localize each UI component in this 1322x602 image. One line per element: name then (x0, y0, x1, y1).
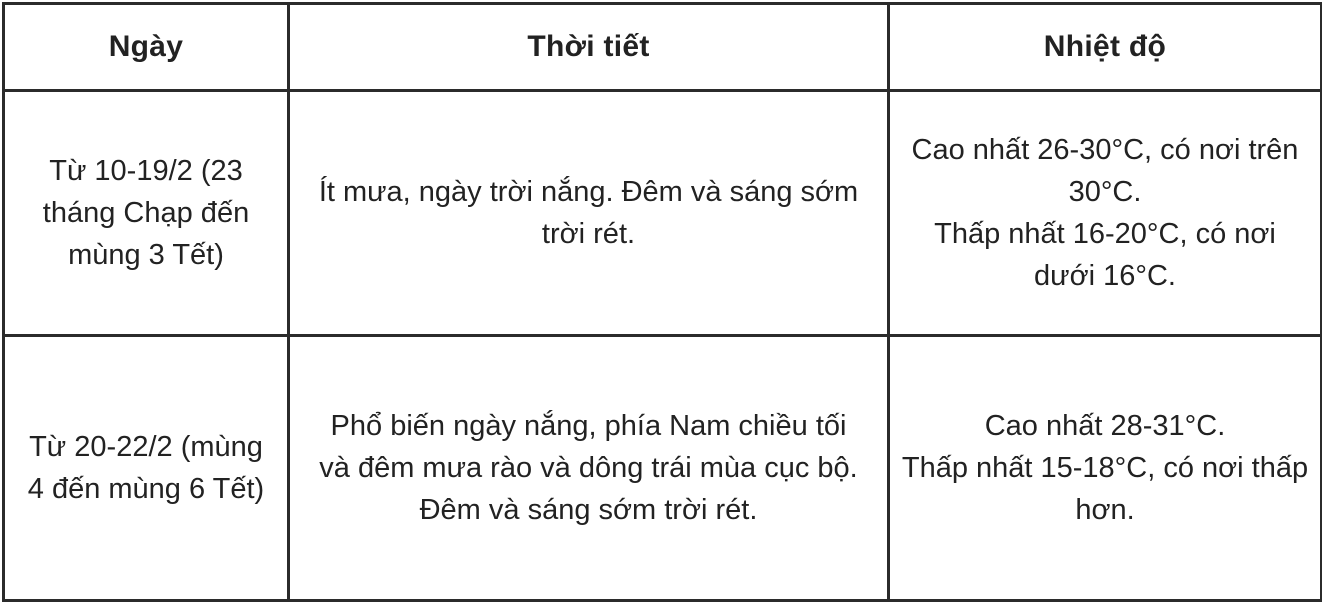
temperature-period-2-low: Thấp nhất 15-18°C, có nơi thấp hơn. (901, 451, 1309, 527)
weather-period-1-text: Ít mưa, ngày trời nắng. Đêm và sáng sớm trời rét. (318, 175, 859, 250)
day-period-2-text: Từ 20-22/2 (mùng 4 đến mùng 6 Tết) (27, 430, 265, 505)
column-header-temperature: Nhiệt độ (889, 4, 1322, 91)
column-header-day: Ngày (4, 4, 289, 91)
cell-weather-period-1 (289, 91, 889, 336)
table-header-row (4, 4, 1322, 91)
table-header (4, 4, 1322, 91)
column-header-weather: Thời tiết (289, 4, 889, 91)
weather-forecast-table (2, 2, 1322, 602)
table-body (4, 91, 1322, 601)
weather-period-2-text: Phổ biến ngày nắng, phía Nam chiều tối và đêm mưa rào và dông trái mùa cục bộ. Đêm và sáng sớm trời rét. (319, 409, 858, 527)
temperature-period-1-low: Thấp nhất 16-20°C, có nơi dưới 16°C. (934, 218, 1276, 293)
cell-day-period-2 (4, 336, 289, 601)
cell-temperature-period-2 (889, 336, 1322, 601)
table-row (4, 336, 1322, 601)
day-period-1-text: Từ 10-19/2 (23 tháng Chạp đến mùng 3 Tết) (42, 154, 250, 272)
cell-weather-period-2 (289, 336, 889, 601)
weather-forecast-table-container (0, 2, 1322, 562)
temperature-period-2-high: Cao nhất 28-31°C. (984, 409, 1226, 442)
table-row (4, 91, 1322, 336)
cell-day-period-1 (4, 91, 289, 336)
cell-temperature-period-1 (889, 91, 1322, 336)
temperature-period-1-high: Cao nhất 26-30°C, có nơi trên 30°C. (911, 133, 1299, 208)
